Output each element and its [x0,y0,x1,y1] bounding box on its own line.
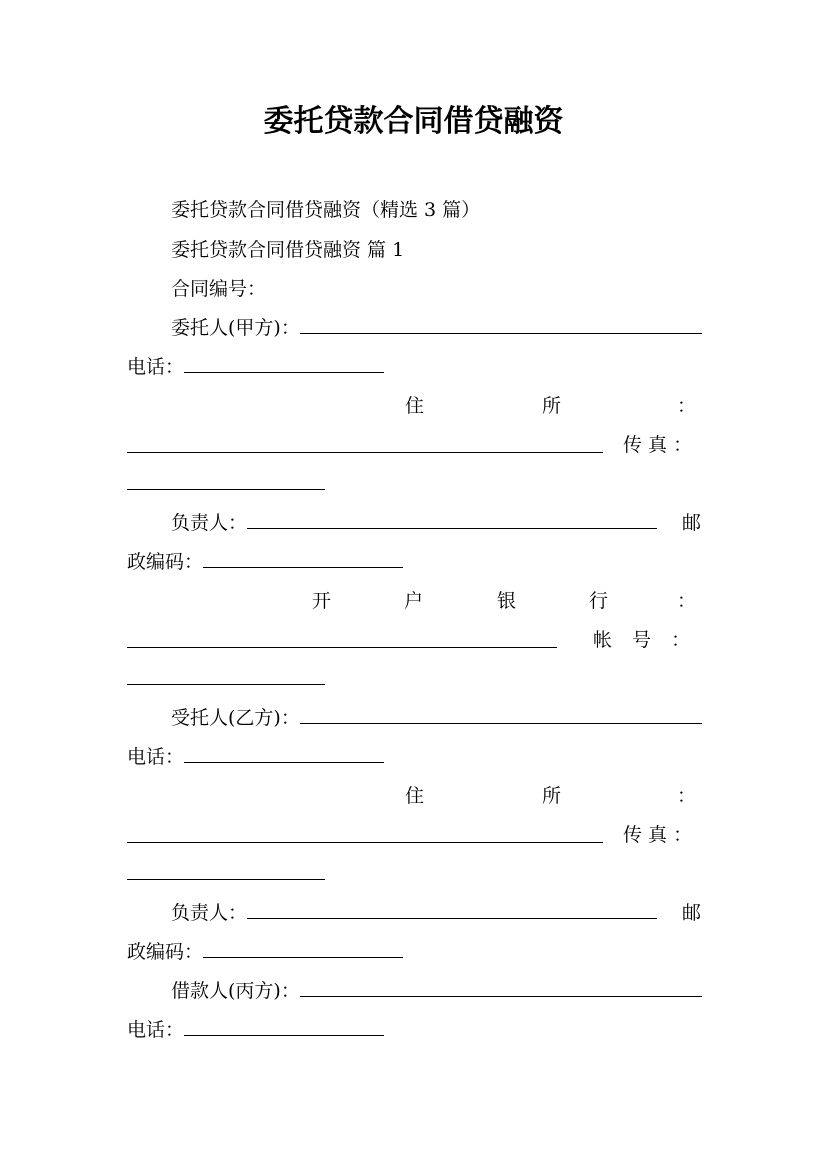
party-a-fax-line [127,431,702,459]
party-a-phone-line [127,353,702,381]
party-b-responsible-blank[interactable] [247,899,657,919]
party-a-bank-line [127,587,702,615]
party-a-account-line [127,626,702,654]
section-heading-line [127,236,702,264]
party-c-phone-line [127,1016,702,1044]
party-a-address-char-1: 住 [405,395,425,417]
party-b-address-line [127,782,702,810]
party-a-bank-char-2: 户 [404,590,424,612]
party-a-fax-blank-line [127,470,702,498]
party-b-line [127,704,702,732]
party-a-bank-char-3: 银 [497,590,517,612]
party-b-postcode-blank[interactable] [203,938,403,958]
party-b-address-blank[interactable] [127,823,603,843]
party-a-responsible-line [127,509,702,537]
party-c-blank[interactable] [300,977,702,997]
subtitle: 委托贷款合同借贷融资（精选 3 篇） [171,199,481,221]
party-a-responsible-blank[interactable] [247,509,657,529]
party-c-phone-label: 电话： [127,1019,185,1041]
party-b-fax-line [127,821,702,849]
party-b-fax-blank-line [127,860,702,888]
party-c-line [127,977,702,1005]
subtitle-line [127,196,702,224]
party-b-responsible-line [127,899,702,927]
document-title: 委托贷款合同借贷融资 [263,104,564,139]
party-a-fax-label: 传 真 ： [623,434,693,456]
party-a-address-colon: ： [677,395,697,417]
party-b-responsible-label: 负责人： [171,902,248,924]
party-a-fax-blank[interactable] [127,470,325,490]
party-a-account-label: 帐 号 ： [593,629,691,651]
party-a-postcode-line [127,548,702,576]
contract-number-line [127,275,702,303]
party-b-blank[interactable] [300,704,702,724]
party-a-address-blank[interactable] [127,433,603,453]
party-b-label: 受托人(乙方)： [171,707,300,729]
party-a-bank-blank[interactable] [127,628,557,648]
party-a-address-line [127,392,702,420]
party-a-address-char-2: 所 [542,395,562,417]
party-a-postcode-label: 政编码： [127,551,204,573]
section-heading: 委托贷款合同借贷融资 篇 1 [171,239,405,261]
party-b-address-char-1: 住 [405,785,425,807]
party-a-label: 委托人(甲方)： [171,317,300,339]
party-b-postcode-line [127,938,702,966]
party-a-phone-label: 电话： [127,356,185,378]
party-b-address-colon: ： [677,785,697,807]
party-b-fax-label: 传 真 ： [623,824,693,846]
party-a-responsible-label: 负责人： [171,512,248,534]
party-b-phone-line [127,743,702,771]
party-b-phone-blank[interactable] [184,743,384,763]
contract-number-label: 合同编号： [171,278,267,300]
party-a-account-blank[interactable] [127,665,325,685]
party-c-phone-blank[interactable] [184,1016,384,1036]
party-a-bank-colon: ： [677,590,697,612]
party-a-bank-char-4: 行 [589,590,609,612]
party-a-phone-blank[interactable] [184,353,384,373]
party-b-postcode-label: 政编码： [127,941,204,963]
party-b-address-char-2: 所 [542,785,562,807]
party-a-postcode-part1: 邮 [682,512,702,534]
party-a-line [127,314,702,342]
party-a-account-blank-line [127,665,702,693]
party-c-label: 借款人(丙方)： [171,980,300,1002]
party-a-blank[interactable] [300,314,702,334]
party-a-postcode-blank[interactable] [203,548,403,568]
party-a-bank-char-1: 开 [312,590,332,612]
party-b-fax-blank[interactable] [127,860,325,880]
party-b-postcode-part1: 邮 [682,902,702,924]
party-b-phone-label: 电话： [127,746,185,768]
